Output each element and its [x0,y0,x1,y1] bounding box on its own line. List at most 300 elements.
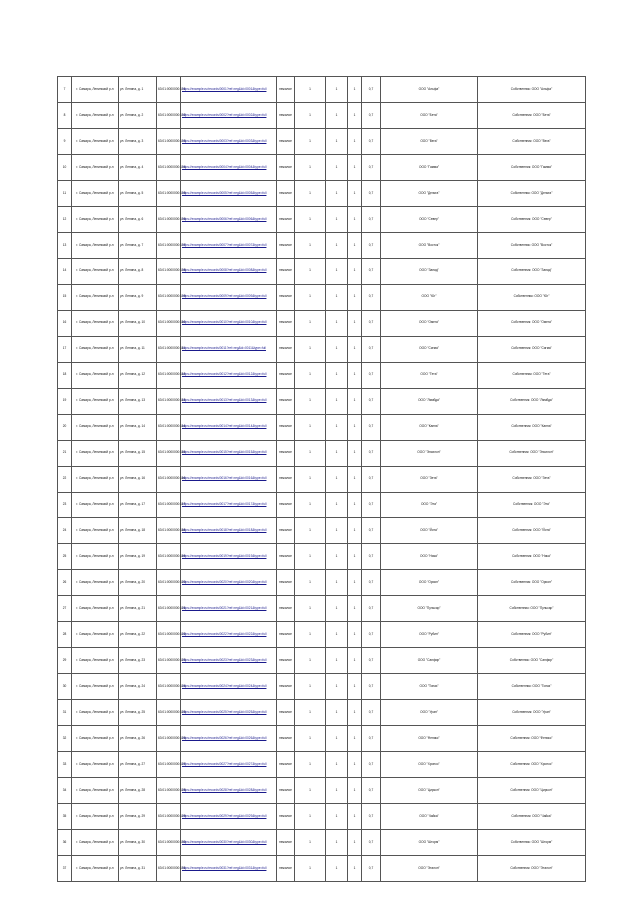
row-number: 29 [58,648,72,674]
row-number: 37 [58,856,72,882]
area-cell: 0,7 [362,154,381,180]
table-row [58,154,586,180]
count-cell-2: 1 [348,492,362,518]
floor-cell: 1 [295,232,326,258]
table-row [58,336,586,362]
rights-holder-cell: ООО "Рубин" [381,622,478,648]
row-number: 23 [58,492,72,518]
object-kind-cell: нежилое [277,414,295,440]
location-cell: г. Самара, Ленинский р-н [72,804,119,830]
cadastral-number-cell: 63:01:0000000:114 [157,414,181,440]
table-row [58,492,586,518]
count-cell-2: 1 [348,128,362,154]
record-link[interactable]: https://example.ru/records/0008?ref=reg&id=0008&type=full [181,258,277,284]
count-cell-1: 1 [326,232,348,258]
owner-cell: Собственник: ООО "Хронос" [478,752,586,778]
area-cell: 0,7 [362,778,381,804]
object-kind-cell: нежилое [277,544,295,570]
floor-cell: 1 [295,388,326,414]
location-cell: г. Самара, Ленинский р-н [72,726,119,752]
owner-cell: Собственник: ООО "Ника" [478,544,586,570]
address-cell: ул. Ленина, д. 29 [119,804,157,830]
count-cell-1: 1 [326,310,348,336]
area-cell: 0,7 [362,700,381,726]
record-link[interactable]: https://example.ru/records/0003?ref=reg&id=0003&type=full [181,128,277,154]
record-link[interactable]: https://example.ru/records/0021?ref=reg&id=0021&type=full [181,596,277,622]
location-cell: г. Самара, Ленинский р-н [72,778,119,804]
area-cell: 0,7 [362,622,381,648]
record-link[interactable]: https://example.ru/records/0005?ref=reg&id=0005&type=full [181,180,277,206]
address-cell: ул. Ленина, д. 21 [119,596,157,622]
rights-holder-cell: ООО "Север" [381,206,478,232]
cadastral-number-cell: 63:01:0000000:109 [157,284,181,310]
count-cell-1: 1 [326,154,348,180]
cadastral-number-cell: 63:01:0000000:111 [157,336,181,362]
area-cell: 0,7 [362,336,381,362]
area-cell: 0,7 [362,362,381,388]
location-cell: г. Самара, Ленинский р-н [72,414,119,440]
count-cell-1: 1 [326,128,348,154]
address-cell: ул. Ленина, д. 6 [119,206,157,232]
record-link[interactable]: https://example.ru/records/0013?ref=reg&id=0013&type=full [181,388,277,414]
count-cell-2: 1 [348,674,362,700]
record-link[interactable]: https://example.ru/records/0026?ref=reg&id=0026&type=full [181,726,277,752]
location-cell: г. Самара, Ленинский р-н [72,596,119,622]
table-row [58,778,586,804]
owner-cell: Собственник: ООО "Тета" [478,362,586,388]
address-cell: ул. Ленина, д. 16 [119,466,157,492]
owner-cell: Собственник: ООО "Эпсилон" [478,440,586,466]
rights-holder-cell: ООО "Каппа" [381,414,478,440]
area-cell: 0,7 [362,726,381,752]
count-cell-1: 1 [326,570,348,596]
table-row [58,414,586,440]
count-cell-2: 1 [348,648,362,674]
owner-cell: Собственник: ООО "Восток" [478,232,586,258]
row-number: 12 [58,206,72,232]
owner-cell: Собственник: ООО "Сапфир" [478,648,586,674]
count-cell-2: 1 [348,622,362,648]
count-cell-2: 1 [348,154,362,180]
record-link[interactable]: https://example.ru/records/0012?ref=reg&id=0012&type=full [181,362,277,388]
floor-cell: 1 [295,258,326,284]
record-link[interactable]: https://example.ru/records/0024?ref=reg&id=0024&type=full [181,674,277,700]
row-number: 21 [58,440,72,466]
record-link[interactable]: https://example.ru/records/0031?ref=reg&id=0031&type=full [181,856,277,882]
count-cell-1: 1 [326,77,348,103]
table-row [58,518,586,544]
floor-cell: 1 [295,700,326,726]
row-number: 35 [58,804,72,830]
count-cell-1: 1 [326,726,348,752]
object-kind-cell: нежилое [277,518,295,544]
count-cell-2: 1 [348,570,362,596]
record-link[interactable]: https://example.ru/records/0014?ref=reg&id=0014&type=full [181,414,277,440]
address-cell: ул. Ленина, д. 27 [119,752,157,778]
area-cell: 0,7 [362,752,381,778]
location-cell: г. Самара, Ленинский р-н [72,180,119,206]
record-link[interactable]: https://example.ru/records/0009?ref=reg&id=0009&type=full [181,284,277,310]
floor-cell: 1 [295,804,326,830]
area-cell: 0,7 [362,830,381,856]
area-cell: 0,7 [362,310,381,336]
rights-holder-cell: ООО "Гамма" [381,154,478,180]
address-cell: ул. Ленина, д. 31 [119,856,157,882]
location-cell: г. Самара, Ленинский р-н [72,544,119,570]
rights-holder-cell: ООО "Бета" [381,102,478,128]
address-cell: ул. Ленина, д. 30 [119,830,157,856]
row-number: 7 [58,77,72,103]
object-kind-cell: нежилое [277,492,295,518]
cadastral-number-cell: 63:01:0000000:123 [157,648,181,674]
owner-cell: Собственник: ООО "Шторм" [478,830,586,856]
location-cell: г. Самара, Ленинский р-н [72,206,119,232]
location-cell: г. Самара, Ленинский р-н [72,700,119,726]
object-kind-cell: нежилое [277,752,295,778]
floor-cell: 1 [295,752,326,778]
area-cell: 0,7 [362,414,381,440]
record-link[interactable]: https://example.ru/records/0025?ref=reg&id=0025&type=full [181,700,277,726]
table-row [58,128,586,154]
location-cell: г. Самара, Ленинский р-н [72,336,119,362]
count-cell-2: 1 [348,830,362,856]
cadastral-number-cell: 63:01:0000000:105 [157,180,181,206]
row-number: 19 [58,388,72,414]
rights-holder-cell: ООО "Йота" [381,518,478,544]
address-cell: ул. Ленина, д. 23 [119,648,157,674]
location-cell: г. Самара, Ленинский р-н [72,128,119,154]
object-kind-cell: нежилое [277,154,295,180]
rights-holder-cell: ООО "Орион" [381,570,478,596]
count-cell-1: 1 [326,752,348,778]
owner-cell: Собственник: ООО "Бета" [478,102,586,128]
count-cell-2: 1 [348,752,362,778]
owner-cell: Собственник: ООО "Сигма" [478,336,586,362]
count-cell-2: 1 [348,726,362,752]
cadastral-number-cell: 63:01:0000000:104 [157,154,181,180]
count-cell-1: 1 [326,492,348,518]
row-number: 20 [58,414,72,440]
row-number: 27 [58,596,72,622]
record-link[interactable]: https://example.ru/records/0002?ref=reg&id=0002&type=full [181,102,277,128]
cadastral-number-cell: 63:01:0000000:116 [157,466,181,492]
cadastral-number-cell: 63:01:0000000:107 [157,232,181,258]
count-cell-1: 1 [326,258,348,284]
floor-cell: 1 [295,310,326,336]
table-row [58,674,586,700]
record-link[interactable]: https://example.ru/records/0022?ref=reg&id=0022&type=full [181,622,277,648]
count-cell-2: 1 [348,336,362,362]
object-kind-cell: нежилое [277,674,295,700]
count-cell-2: 1 [348,102,362,128]
area-cell: 0,7 [362,206,381,232]
count-cell-2: 1 [348,856,362,882]
address-cell: ул. Ленина, д. 17 [119,492,157,518]
record-link[interactable]: https://example.ru/records/0018?ref=reg&id=0018&type=full [181,518,277,544]
cadastral-number-cell: 63:01:0000000:117 [157,492,181,518]
cadastral-number-cell: 63:01:0000000:103 [157,128,181,154]
address-cell: ул. Ленина, д. 7 [119,232,157,258]
cadastral-number-cell: 63:01:0000000:120 [157,570,181,596]
count-cell-1: 1 [326,362,348,388]
count-cell-2: 1 [348,700,362,726]
location-cell: г. Самара, Ленинский р-н [72,674,119,700]
table-row [58,726,586,752]
object-kind-cell: нежилое [277,648,295,674]
record-link[interactable]: https://example.ru/records/0020?ref=reg&id=0020&type=full [181,570,277,596]
record-link[interactable]: https://example.ru/records/0017?ref=reg&id=0017&type=full [181,492,277,518]
record-link[interactable]: https://example.ru/records/0030?ref=reg&id=0030&type=full [181,830,277,856]
count-cell-2: 1 [348,232,362,258]
floor-cell: 1 [295,440,326,466]
area-cell: 0,7 [362,518,381,544]
location-cell: г. Самара, Ленинский р-н [72,440,119,466]
rights-holder-cell: ООО "Феникс" [381,726,478,752]
area-cell: 0,7 [362,544,381,570]
floor-cell: 1 [295,128,326,154]
location-cell: г. Самара, Ленинский р-н [72,570,119,596]
location-cell: г. Самара, Ленинский р-н [72,310,119,336]
object-kind-cell: нежилое [277,258,295,284]
address-cell: ул. Ленина, д. 20 [119,570,157,596]
record-link[interactable]: https://example.ru/records/0028?ref=reg&id=0028&type=full [181,778,277,804]
rights-holder-cell: ООО "Эталон" [381,856,478,882]
address-cell: ул. Ленина, д. 11 [119,336,157,362]
cadastral-number-cell: 63:01:0000000:115 [157,440,181,466]
area-cell: 0,7 [362,284,381,310]
table-row [58,258,586,284]
owner-cell: Собственник: ООО "Пульсар" [478,596,586,622]
row-number: 14 [58,258,72,284]
floor-cell: 1 [295,570,326,596]
location-cell: г. Самара, Ленинский р-н [72,258,119,284]
row-number: 16 [58,310,72,336]
count-cell-1: 1 [326,388,348,414]
rights-holder-cell: ООО "Топаз" [381,674,478,700]
count-cell-1: 1 [326,466,348,492]
row-number: 26 [58,570,72,596]
location-cell: г. Самара, Ленинский р-н [72,154,119,180]
table-row [58,830,586,856]
record-link[interactable]: https://example.ru/records/0010?ref=reg&id=0010&type=full [181,310,277,336]
location-cell: г. Самара, Ленинский р-н [72,830,119,856]
count-cell-2: 1 [348,310,362,336]
record-link[interactable]: https://example.ru/records/0027?ref=reg&id=0027&type=full [181,752,277,778]
location-cell: г. Самара, Ленинский р-н [72,232,119,258]
area-cell: 0,7 [362,388,381,414]
floor-cell: 1 [295,856,326,882]
object-kind-cell: нежилое [277,778,295,804]
owner-cell: Собственник: ООО "Дельта" [478,180,586,206]
address-cell: ул. Ленина, д. 9 [119,284,157,310]
object-kind-cell: нежилое [277,622,295,648]
count-cell-2: 1 [348,77,362,103]
location-cell: г. Самара, Ленинский р-н [72,752,119,778]
address-cell: ул. Ленина, д. 18 [119,518,157,544]
cadastral-number-cell: 63:01:0000000:125 [157,700,181,726]
floor-cell: 1 [295,206,326,232]
rights-holder-cell: ООО "Юг" [381,284,478,310]
object-kind-cell: нежилое [277,310,295,336]
owner-cell: Собственник: ООО "Гамма" [478,154,586,180]
location-cell: г. Самара, Ленинский р-н [72,102,119,128]
count-cell-1: 1 [326,830,348,856]
row-number: 25 [58,544,72,570]
object-kind-cell: нежилое [277,232,295,258]
table-row [58,102,586,128]
row-number: 17 [58,336,72,362]
area-cell: 0,7 [362,648,381,674]
rights-holder-cell: ООО "Лямбда" [381,388,478,414]
cadastral-number-cell: 63:01:0000000:108 [157,258,181,284]
floor-cell: 1 [295,77,326,103]
cadastral-number-cell: 63:01:0000000:129 [157,804,181,830]
object-kind-cell: нежилое [277,856,295,882]
floor-cell: 1 [295,778,326,804]
owner-cell: Собственник: ООО "Орион" [478,570,586,596]
count-cell-2: 1 [348,414,362,440]
table-row [58,648,586,674]
count-cell-1: 1 [326,596,348,622]
count-cell-2: 1 [348,596,362,622]
floor-cell: 1 [295,518,326,544]
location-cell: г. Самара, Ленинский р-н [72,492,119,518]
object-kind-cell: нежилое [277,102,295,128]
count-cell-2: 1 [348,388,362,414]
rights-holder-cell: ООО "Зета" [381,466,478,492]
address-cell: ул. Ленина, д. 5 [119,180,157,206]
count-cell-2: 1 [348,804,362,830]
address-cell: ул. Ленина, д. 22 [119,622,157,648]
cadastral-number-cell: 63:01:0000000:122 [157,622,181,648]
address-cell: ул. Ленина, д. 4 [119,154,157,180]
count-cell-1: 1 [326,284,348,310]
object-kind-cell: нежилое [277,284,295,310]
object-kind-cell: нежилое [277,336,295,362]
owner-cell: Собственник: ООО "Альфа" [478,77,586,103]
owner-cell: Собственник: ООО "Эта" [478,492,586,518]
rights-holder-cell: ООО "Циркон" [381,778,478,804]
owner-cell: Собственник: ООО "Топаз" [478,674,586,700]
table-row [58,206,586,232]
record-link[interactable]: https://example.ru/records/0019?ref=reg&id=0019&type=full [181,544,277,570]
location-cell: г. Самара, Ленинский р-н [72,77,119,103]
rights-holder-cell: ООО "Чайка" [381,804,478,830]
owner-cell: Собственник: ООО "Феникс" [478,726,586,752]
row-number: 34 [58,778,72,804]
rights-holder-cell: ООО "Ника" [381,544,478,570]
location-cell: г. Самара, Ленинский р-н [72,518,119,544]
owner-cell: Собственник: ООО "Запад" [478,258,586,284]
table-row [58,622,586,648]
table-row [58,232,586,258]
count-cell-1: 1 [326,336,348,362]
cadastral-number-cell: 63:01:0000000:127 [157,752,181,778]
floor-cell: 1 [295,284,326,310]
address-cell: ул. Ленина, д. 10 [119,310,157,336]
count-cell-1: 1 [326,518,348,544]
rights-holder-cell: ООО "Альфа" [381,77,478,103]
record-link[interactable]: https://example.ru/records/0011?ref=reg&id=0011&type=full [181,336,277,362]
owner-cell: Собственник: ООО "Юг" [478,284,586,310]
address-cell: ул. Ленина, д. 12 [119,362,157,388]
row-number: 8 [58,102,72,128]
rights-holder-cell: ООО "Хронос" [381,752,478,778]
address-cell: ул. Ленина, д. 28 [119,778,157,804]
owner-cell: Собственник: ООО "Йота" [478,518,586,544]
area-cell: 0,7 [362,492,381,518]
object-kind-cell: нежилое [277,596,295,622]
row-number: 30 [58,674,72,700]
floor-cell: 1 [295,830,326,856]
record-link[interactable]: https://example.ru/records/0001?ref=reg&id=0001&type=full [181,77,277,103]
count-cell-1: 1 [326,856,348,882]
owner-cell: Собственник: ООО "Вега" [478,128,586,154]
table-row [58,180,586,206]
table-row [58,466,586,492]
row-number: 28 [58,622,72,648]
register-table [57,76,586,882]
floor-cell: 1 [295,674,326,700]
table-row [58,596,586,622]
owner-cell: Собственник: ООО "Чайка" [478,804,586,830]
location-cell: г. Самара, Ленинский р-н [72,466,119,492]
address-cell: ул. Ленина, д. 14 [119,414,157,440]
location-cell: г. Самара, Ленинский р-н [72,622,119,648]
object-kind-cell: нежилое [277,180,295,206]
count-cell-2: 1 [348,778,362,804]
table-row [58,310,586,336]
count-cell-2: 1 [348,518,362,544]
record-link[interactable]: https://example.ru/records/0006?ref=reg&id=0006&type=full [181,206,277,232]
record-link[interactable]: https://example.ru/records/0007?ref=reg&id=0007&type=full [181,232,277,258]
record-link[interactable]: https://example.ru/records/0004?ref=reg&id=0004&type=full [181,154,277,180]
record-link[interactable]: https://example.ru/records/0015?ref=reg&id=0015&type=full [181,440,277,466]
location-cell: г. Самара, Ленинский р-н [72,362,119,388]
count-cell-1: 1 [326,180,348,206]
rights-holder-cell: ООО "Запад" [381,258,478,284]
object-kind-cell: нежилое [277,362,295,388]
count-cell-1: 1 [326,414,348,440]
address-cell: ул. Ленина, д. 15 [119,440,157,466]
row-number: 36 [58,830,72,856]
record-link[interactable]: https://example.ru/records/0016?ref=reg&id=0016&type=full [181,466,277,492]
count-cell-2: 1 [348,284,362,310]
floor-cell: 1 [295,492,326,518]
record-link[interactable]: https://example.ru/records/0029?ref=reg&id=0029&type=full [181,804,277,830]
floor-cell: 1 [295,622,326,648]
count-cell-2: 1 [348,180,362,206]
owner-cell: Собственник: ООО "Рубин" [478,622,586,648]
location-cell: г. Самара, Ленинский р-н [72,856,119,882]
table-row [58,284,586,310]
floor-cell: 1 [295,414,326,440]
table-row [58,77,586,103]
address-cell: ул. Ленина, д. 24 [119,674,157,700]
count-cell-1: 1 [326,622,348,648]
object-kind-cell: нежилое [277,128,295,154]
count-cell-2: 1 [348,258,362,284]
rights-holder-cell: ООО "Пульсар" [381,596,478,622]
table-row [58,388,586,414]
count-cell-1: 1 [326,804,348,830]
record-link[interactable]: https://example.ru/records/0023?ref=reg&id=0023&type=full [181,648,277,674]
count-cell-1: 1 [326,440,348,466]
register-table-body [58,77,586,882]
address-cell: ул. Ленина, д. 13 [119,388,157,414]
floor-cell: 1 [295,180,326,206]
table-row [58,362,586,388]
